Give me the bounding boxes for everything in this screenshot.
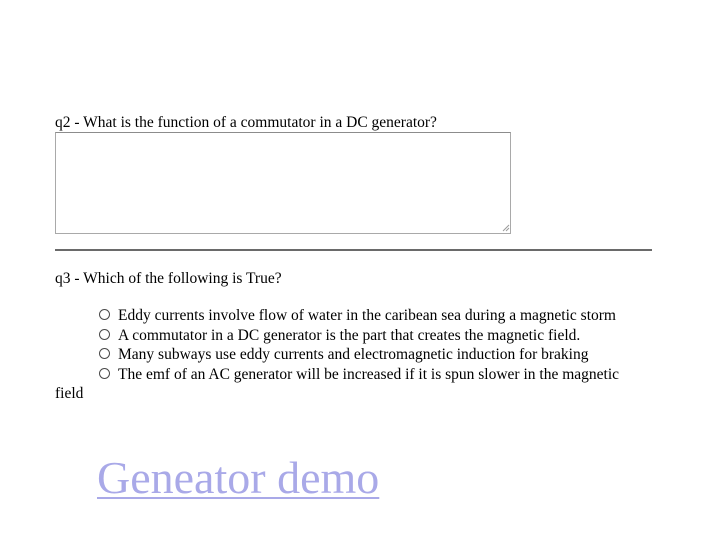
q2-question-label: q2 - What is the function of a commutator in a DC generator? [55,114,437,131]
q3-question-label: q3 - Which of the following is True? [55,270,282,287]
generator-demo-link[interactable]: Geneator demo [97,452,380,503]
radio-button-icon[interactable] [99,348,110,359]
q2-answer-textarea[interactable] [55,132,511,234]
q3-option-label: Eddy currents involve flow of water in the caribean sea during a magnetic storm [118,307,616,324]
q3-option-label: The emf of an AC generator will be increased if it is spun slower in the magnetic [118,365,620,383]
radio-button-icon[interactable] [99,368,110,379]
q3-option-2[interactable] [55,326,655,346]
q3-options-group [55,306,655,404]
resize-grip-icon[interactable] [501,223,510,232]
q3-option-1[interactable] [55,306,655,326]
q3-option-3[interactable] [55,345,655,365]
q3-option-4-wrap-text: field [55,385,84,402]
q3-option-label: A commutator in a DC generator is the part that creates the magnetic field. [118,326,581,344]
radio-button-icon[interactable] [99,309,110,320]
question-separator [55,249,652,251]
q3-option-4[interactable] [55,365,655,385]
q3-option-label: Many subways use eddy currents and electromagnetic induction for braking [118,346,589,363]
radio-button-icon[interactable] [99,329,110,340]
